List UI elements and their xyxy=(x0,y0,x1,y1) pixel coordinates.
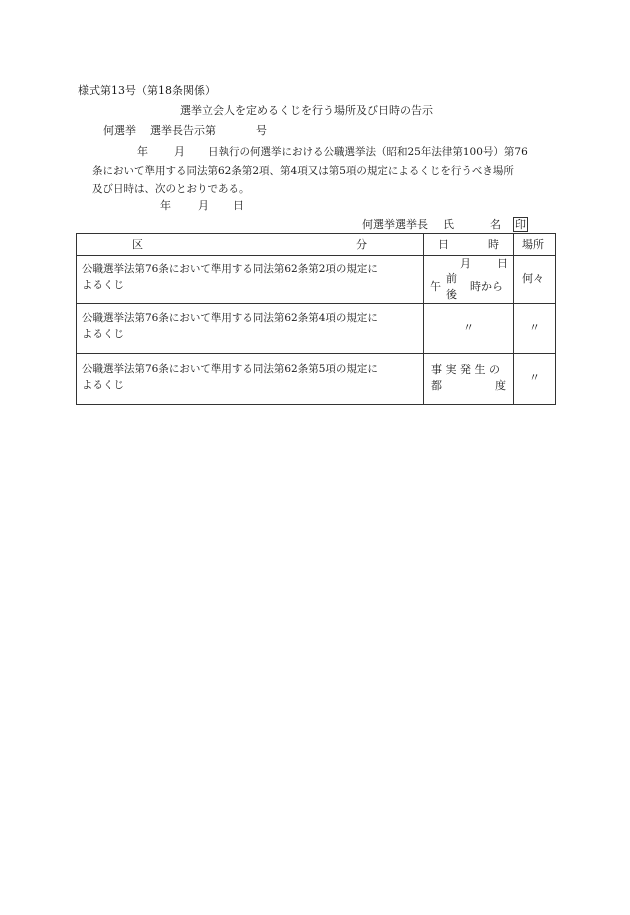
row-desc-line-1: 公職選挙法第76条において準用する同法第62条第2項の規定に xyxy=(82,263,378,275)
table-border-top xyxy=(76,233,556,234)
form-label: 様式第13号（第18条関係） xyxy=(78,84,216,97)
notice-prefix: 選挙長告示第 xyxy=(150,124,216,137)
body-line-1: 日執行の何選挙における公職選挙法（昭和25年法律第100号）第76 xyxy=(208,146,528,158)
table-border-bottom xyxy=(76,404,556,405)
date-year: 年 xyxy=(160,199,171,212)
row-desc-line-2: よるくじ xyxy=(82,379,124,391)
seal-mark xyxy=(513,217,528,232)
document-title: 選挙立会人を定めるくじを行う場所及び日時の告示 xyxy=(180,104,433,117)
row-time-day: 日 xyxy=(497,257,508,270)
row-time-kara: 時から xyxy=(470,280,503,293)
header-ji: 時 xyxy=(488,238,499,251)
row-time-line-1: 事 実 発 生 の xyxy=(431,363,500,376)
row-place: 〃 xyxy=(529,321,540,334)
header-place: 場所 xyxy=(522,238,544,251)
table-col-divider-2 xyxy=(513,233,514,405)
table-row-divider-1 xyxy=(76,303,556,304)
row-time-zen: 前 xyxy=(446,272,457,285)
table-col-divider-1 xyxy=(423,233,424,405)
body-year: 年 xyxy=(137,145,148,158)
signature-title: 何選挙選挙長 xyxy=(362,218,428,231)
body-line-2: 条において準用する同法第62条第2項、第4項又は第5項の規定によるくじを行うべき場所 xyxy=(92,165,514,177)
table-border-left xyxy=(76,233,77,405)
table-border-right xyxy=(555,233,556,405)
row-desc-line-1: 公職選挙法第76条において準用する同法第62条第4項の規定に xyxy=(82,312,378,324)
row-desc-line-2: よるくじ xyxy=(82,279,124,291)
header-nichi: 日 xyxy=(438,238,449,251)
body-month: 月 xyxy=(174,145,185,158)
row-place: 何々 xyxy=(522,272,544,285)
date-day: 日 xyxy=(233,199,244,212)
row-place: 〃 xyxy=(529,371,540,384)
header-ku: 区 xyxy=(132,238,143,251)
table-header-divider xyxy=(76,255,556,256)
signature-mei: 名 xyxy=(490,218,501,231)
table-row-divider-2 xyxy=(76,353,556,354)
row-time-line-2-b: 度 xyxy=(495,379,506,392)
row-time-line-2-a: 都 xyxy=(431,379,442,392)
row-time-go: 後 xyxy=(446,288,457,301)
date-month: 月 xyxy=(198,199,209,212)
row-time-gozen: 午 xyxy=(430,280,441,293)
row-desc-line-1: 公職選挙法第76条において準用する同法第62条第5項の規定に xyxy=(82,363,378,375)
row-time-month: 月 xyxy=(460,257,471,270)
row-desc-line-2: よるくじ xyxy=(82,328,124,340)
seal-text: 印 xyxy=(515,218,526,231)
header-bun: 分 xyxy=(356,238,367,251)
body-line-3: 及び日時は、次のとおりである。 xyxy=(92,183,250,195)
notice-suffix: 号 xyxy=(256,124,267,137)
signature-shi: 氏 xyxy=(443,218,454,231)
notice-election: 何選挙 xyxy=(103,124,136,137)
schedule-table xyxy=(76,233,556,405)
row-time-ditto: 〃 xyxy=(463,321,474,334)
